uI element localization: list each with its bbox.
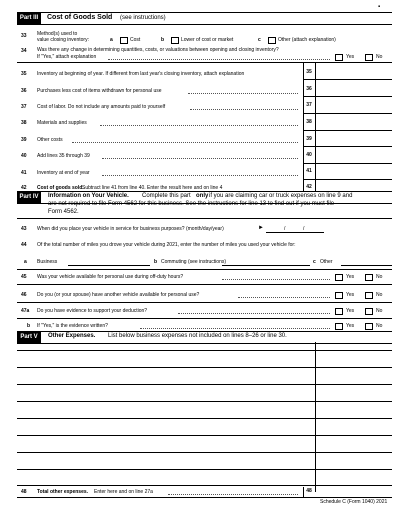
- line35-box: 35: [306, 69, 312, 75]
- line33-text2: value closing inventory:: [37, 37, 89, 43]
- line46-no-checkbox[interactable]: [365, 292, 373, 299]
- line46-text: Do you (or your spouse) have another vehicle available for personal use?: [37, 292, 200, 298]
- line45-num: 45: [21, 274, 27, 280]
- part4-intro4: Form 4562.: [48, 209, 79, 215]
- line39-num: 39: [21, 137, 27, 143]
- line42-box: 42: [306, 184, 312, 190]
- part3-note: (see instructions): [120, 15, 166, 21]
- part3-header: [17, 12, 392, 25]
- line43-slash2: /: [303, 226, 305, 232]
- part4-intro2: if you are claiming car or truck expenses on line 9 and: [209, 193, 353, 199]
- line43-text: When did you place your vehicle in service for business purposes? (month/day/year): [37, 226, 224, 232]
- part4-title: Information on Your Vehicle.: [48, 193, 129, 199]
- line40-box: 40: [306, 152, 312, 158]
- line43-arrow: ►: [258, 225, 264, 231]
- miles-a: a: [24, 259, 27, 265]
- line45-yes: Yes: [346, 274, 355, 280]
- line47b-text: If "Yes," is the evidence written?: [37, 323, 108, 329]
- commuting-miles-field[interactable]: [222, 265, 310, 266]
- part4-intro-only: only: [196, 193, 209, 199]
- line48-text-bold: Total other expenses.: [37, 489, 89, 495]
- line37-num: 37: [21, 104, 27, 110]
- line38-num: 38: [21, 120, 27, 126]
- line41-num: 41: [21, 170, 27, 176]
- expense-row[interactable]: [17, 469, 392, 470]
- line43-num: 43: [21, 226, 27, 232]
- line41-box: 41: [306, 168, 312, 174]
- expense-row[interactable]: [17, 485, 392, 486]
- line46-yes-checkbox[interactable]: [335, 292, 343, 299]
- lower-cost-label: Lower of cost or market: [181, 37, 234, 43]
- part4-label: Part IV: [17, 192, 41, 203]
- corner-mark: ▪: [378, 4, 381, 10]
- line37-box: 37: [306, 102, 312, 108]
- business-miles-field[interactable]: [68, 265, 150, 266]
- line47a-yes: Yes: [346, 308, 355, 314]
- expense-row[interactable]: [17, 418, 392, 419]
- other-method-label: Other (attach explanation): [278, 37, 336, 43]
- line45-yes-checkbox[interactable]: [335, 274, 343, 281]
- line33-opt-a: a: [110, 37, 113, 43]
- line34-yes-checkbox[interactable]: [335, 54, 343, 61]
- line34-text1: Was there any change in determining quantities, costs, or valuations between opening and closing inventory?: [37, 47, 279, 53]
- line45-text: Was your vehicle available for personal use during off-duty hours?: [37, 274, 184, 280]
- part4-intro1: Complete this part: [142, 193, 191, 199]
- line44-num: 44: [21, 242, 27, 248]
- line39-box: 39: [306, 136, 312, 142]
- line34-text2: If "Yes," attach explanation: [37, 54, 97, 60]
- line42-num: 42: [21, 185, 27, 191]
- line37-text: Cost of labor. Do not include any amounts paid to yourself: [37, 104, 166, 110]
- expense-row[interactable]: [17, 452, 392, 453]
- miles-c: c: [313, 259, 316, 265]
- line46-no: No: [376, 292, 383, 298]
- line48-text: Enter here and on line 27a: [94, 489, 153, 495]
- line47b-yes-checkbox[interactable]: [335, 323, 343, 330]
- expense-row[interactable]: [17, 367, 392, 368]
- line34-no-checkbox[interactable]: [365, 54, 373, 61]
- line35-num: 35: [21, 71, 27, 77]
- line47b-yes: Yes: [346, 323, 355, 329]
- miles-b: b: [154, 259, 158, 265]
- line40-text: Add lines 35 through 39: [37, 153, 90, 159]
- line38-box: 38: [306, 119, 312, 125]
- line34-yes: Yes: [346, 54, 355, 60]
- expense-row[interactable]: [17, 350, 392, 351]
- cost-checkbox[interactable]: [120, 37, 128, 44]
- line34-num: 34: [21, 48, 27, 54]
- line47a-no-checkbox[interactable]: [365, 308, 373, 315]
- line47a-num: 47a: [21, 308, 30, 314]
- line48-num: 48: [21, 489, 27, 495]
- line41-text: Inventory at end of year: [37, 170, 90, 176]
- part5-label: Part V: [17, 332, 41, 343]
- part5-subtitle: List below business expenses not included on lines 8–26 or line 30.: [108, 333, 287, 339]
- line35-text: Inventory at beginning of year. If different from last year's closing inventory, attach explanation: [37, 71, 245, 77]
- line47b-num: b: [27, 323, 31, 329]
- other-miles-field[interactable]: [341, 265, 392, 266]
- business-miles-label: Business: [37, 259, 58, 265]
- line33-opt-c: c: [258, 37, 261, 43]
- line47a-yes-checkbox[interactable]: [335, 308, 343, 315]
- line36-num: 36: [21, 88, 27, 94]
- part5-title: Other Expenses.: [48, 333, 96, 339]
- line39-text: Other costs: [37, 137, 63, 143]
- line33-opt-b: b: [161, 37, 165, 43]
- line34-no: No: [376, 54, 383, 60]
- line38-text: Materials and supplies: [37, 120, 87, 126]
- footer-form-name: Schedule C (Form 1040) 2021: [320, 499, 388, 505]
- lower-cost-checkbox[interactable]: [171, 37, 179, 44]
- line45-no-checkbox[interactable]: [365, 274, 373, 281]
- line48-box: 48: [306, 488, 312, 494]
- part3-label: Part III: [17, 13, 41, 24]
- expense-row[interactable]: [17, 435, 392, 436]
- commuting-miles-label: Commuting (see instructions): [161, 259, 227, 265]
- line40-num: 40: [21, 153, 27, 159]
- cost-label: Cost: [130, 37, 141, 43]
- line47b-no-checkbox[interactable]: [365, 323, 373, 330]
- line36-box: 36: [306, 86, 312, 92]
- other-method-checkbox[interactable]: [268, 37, 276, 44]
- line33-num: 33: [21, 33, 27, 39]
- line47a-no: No: [376, 308, 383, 314]
- line33-text1: Method(s) used to: [37, 31, 78, 37]
- expense-row[interactable]: [17, 384, 392, 385]
- line46-num: 46: [21, 292, 27, 298]
- expense-row[interactable]: [17, 401, 392, 402]
- line36-text: Purchases less cost of items withdrawn for personal use: [37, 88, 162, 94]
- line43-slash1: /: [284, 226, 286, 232]
- line45-no: No: [376, 274, 383, 280]
- other-miles-label: Other: [320, 259, 333, 265]
- line43-date-field[interactable]: [266, 232, 324, 233]
- part3-title: Cost of Goods Sold: [47, 14, 113, 21]
- part4-intro3: are not required to file Form 4562 for this business. See the instructions for line 13 to find out if you must file: [48, 201, 335, 207]
- line42-text: Subtract line 41 from line 40. Enter the result here and on line 4: [82, 185, 223, 191]
- line47a-text: Do you have evidence to support your deduction?: [37, 308, 148, 314]
- line47b-no: No: [376, 323, 383, 329]
- line44-text: Of the total number of miles you drove your vehicle during 2021, enter the number of miles you used your vehicle for:: [37, 242, 296, 248]
- line46-yes: Yes: [346, 292, 355, 298]
- line42-text-bold: Cost of goods sold.: [37, 185, 84, 191]
